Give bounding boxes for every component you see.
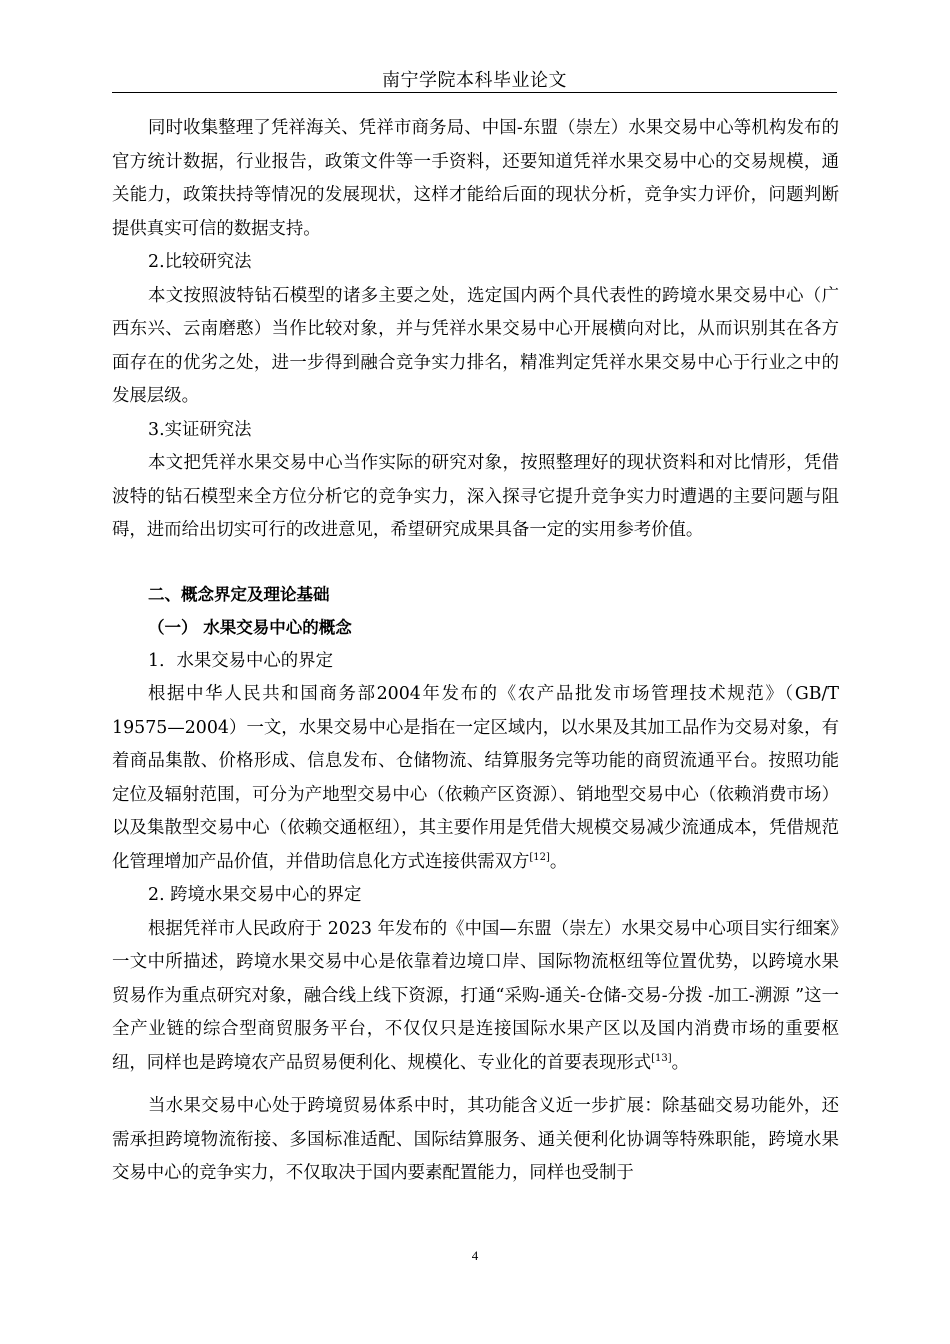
paragraph-end: 。 [671, 1052, 690, 1073]
section-heading: 二、概念界定及理论基础 [148, 584, 330, 604]
subsection-heading: （一） 水果交易中心的概念 [148, 618, 352, 637]
citation-ref: [13] [651, 1052, 672, 1064]
method-heading: 3.实证研究法 [148, 419, 252, 440]
page-header-title: 南宁学院本科毕业论文 [382, 70, 567, 91]
header-divider [112, 92, 837, 93]
numbered-heading: 1．水果交易中心的界定 [148, 650, 333, 671]
document-body [112, 112, 839, 1191]
paragraph-text: 根据中华人民共和国商务部2004年发布的《农产品批发市场管理技术规范》（GB/T 19575—2004）一文，水果交易中心是指在一定区域内，以水果及其加工品作为交易对象，有着商品集散、价格形成、信息发布、仓储物流、结算服务完等功能的商贸流通平台。按照功能定位及辐射范围，可分为产地型交易中心（依赖产区资源）、销地型交易中心（依赖消费市场）以及集散型交易中心（依赖交通枢纽），其主要作用是凭借大规模交易减少流通成本，凭借规范化管理增加产品价值，并借助信息化方式连接供需双方 [112, 684, 839, 872]
paragraph-text: 根据凭祥市人民政府于 2023 年发布的《中国—东盟（崇左）水果交易中心项目实行细案》一文中所描述，跨境水果交易中心是依靠着边境口岸、国际物流枢纽等位置优势，以跨境水果贸易作为重点研究对象，融合线上线下资源，打通“采购-通关-仓储-交易-分拨 -加工-溯源 ”这一全产业链的综合型商贸服务平台，不仅仅只是连接国际水果产区以及国内消费市场的重要枢纽，同样也是跨境农产品贸易便利化、规模化、专业化的首要表现形式 [112, 918, 839, 1073]
page-number: 4 [471, 1248, 479, 1263]
paragraph-end: 。 [549, 851, 568, 872]
numbered-heading: 2. 跨境水果交易中心的界定 [148, 885, 362, 905]
paragraph: 同时收集整理了凭祥海关、凭祥市商务局、中国-东盟（崇左）水果交易中心等机构发布的官方统计数据，行业报告，政策文件等一手资料，还要知道凭祥水果交易中心的交易规模，通关能力，政策扶持等情况的发展现状，这样才能给后面的现状分析，竞争实力评价，问题判断提供真实可信的数据支持。 [112, 118, 839, 239]
paragraph [112, 913, 839, 1081]
paragraph: 当水果交易中心处于跨境贸易体系中时，其功能含义近一步扩展：除基础交易功能外，还需承担跨境物流衔接、多国标准适配、国际结算服务、通关便利化协调等特殊职能，跨境水果交易中心的竞争实力，不仅取决于国内要素配置能力，同样也受制于 [112, 1096, 839, 1183]
spacer [112, 1080, 839, 1090]
paragraph: 本文把凭祥水果交易中心当作实际的研究对象，按照整理好的现状资料和对比情形，凭借波特的钻石模型来全方位分析它的竞争实力，深入探寻它提升竞争实力时遭遇的主要问题与阻碍，进而给出切实可行的改进意见，希望研究成果具备一定的实用参考价值。 [112, 453, 839, 540]
citation-ref: [12] [529, 851, 550, 863]
method-heading: 2.比较研究法 [148, 252, 252, 272]
spacer [112, 548, 839, 578]
paragraph: 本文按照波特钻石模型的诸多主要之处，选定国内两个具代表性的跨境水果交易中心（广西东兴、云南磨憨）当作比较对象，并与凭祥水果交易中心开展横向对比，从而识别其在各方面存在的优劣之处，进一步得到融合竞争实力排名，精准判定凭祥水果交易中心于行业之中的发展层级。 [112, 285, 839, 406]
paragraph [112, 678, 839, 879]
